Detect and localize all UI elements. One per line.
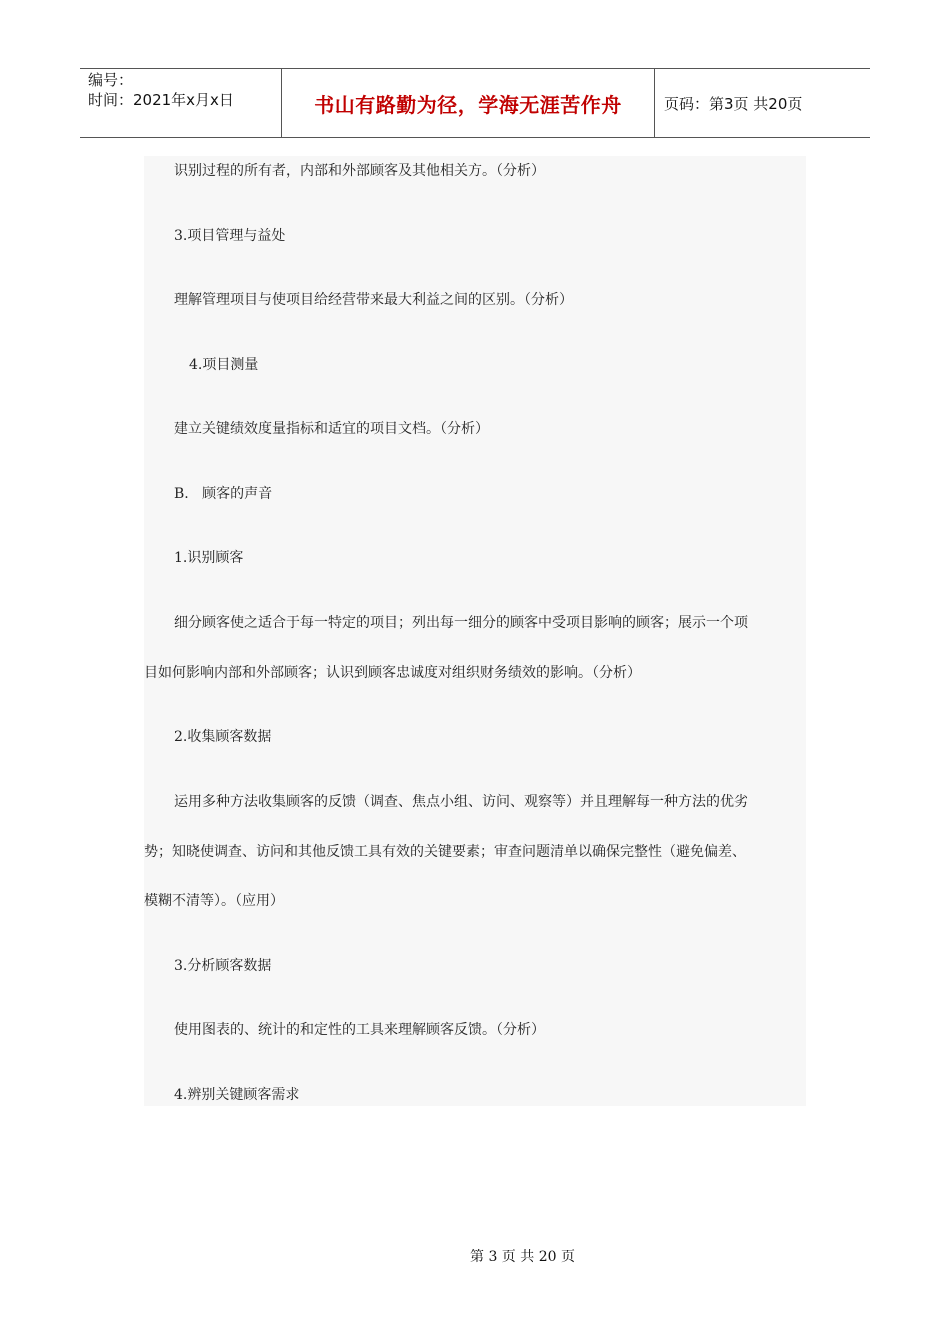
section-heading: 2.收集顾客数据 (174, 729, 272, 745)
paragraph-line: 模糊不清等）。（应用） (144, 893, 284, 909)
paragraph-line: 识别过程的所有者，内部和外部顾客及其他相关方。（分析） (174, 163, 545, 179)
section-heading: 4.辨别关键顾客需求 (174, 1087, 300, 1103)
header-page-info: 页码：第3页 共20页 (664, 94, 803, 113)
paragraph-line: 目如何影响内部和外部顾客；认识到顾客忠诚度对组织财务绩效的影响。（分析） (144, 665, 641, 681)
paragraph-line: 建立关键绩效度量指标和适宜的项目文档。（分析） (174, 421, 489, 437)
page-header (80, 68, 870, 138)
paragraph-line: 势；知晓使调查、访问和其他反馈工具有效的关键要素；审查问题清单以确保完整性（避免偏差、 (144, 844, 746, 860)
section-heading: 3.分析顾客数据 (174, 958, 272, 974)
document-number-label: 编号： (88, 71, 134, 89)
header-page-cell (655, 69, 870, 137)
footer-page-number: 第 3 页 共 20 页 (470, 1249, 575, 1265)
document-time-label: 时间：2021年x月x日 (88, 91, 234, 109)
header-motto: 书山有路勤为径，学海无涯苦作舟 (314, 92, 622, 117)
section-heading: 4.项目测量 (189, 357, 259, 373)
paragraph-line: 理解管理项目与使项目给经营带来最大利益之间的区别。（分析） (174, 292, 573, 308)
paragraph-line: 使用图表的、统计的和定性的工具来理解顾客反馈。（分析） (174, 1022, 545, 1038)
section-heading: 3.项目管理与益处 (174, 228, 286, 244)
page-footer (0, 1246, 950, 1266)
section-heading: 1.识别顾客 (174, 550, 244, 566)
section-heading: B. 顾客的声音 (174, 486, 273, 502)
header-meta-cell (80, 69, 282, 137)
paragraph-line: 运用多种方法收集顾客的反馈（调查、焦点小组、访问、观察等）并且理解每一种方法的优劣 (174, 794, 748, 810)
paragraph-line: 细分顾客使之适合于每一特定的项目；列出每一细分的顾客中受项目影响的顾客；展示一个项 (174, 615, 748, 631)
header-motto-cell (282, 69, 655, 137)
document-body (144, 156, 806, 1106)
